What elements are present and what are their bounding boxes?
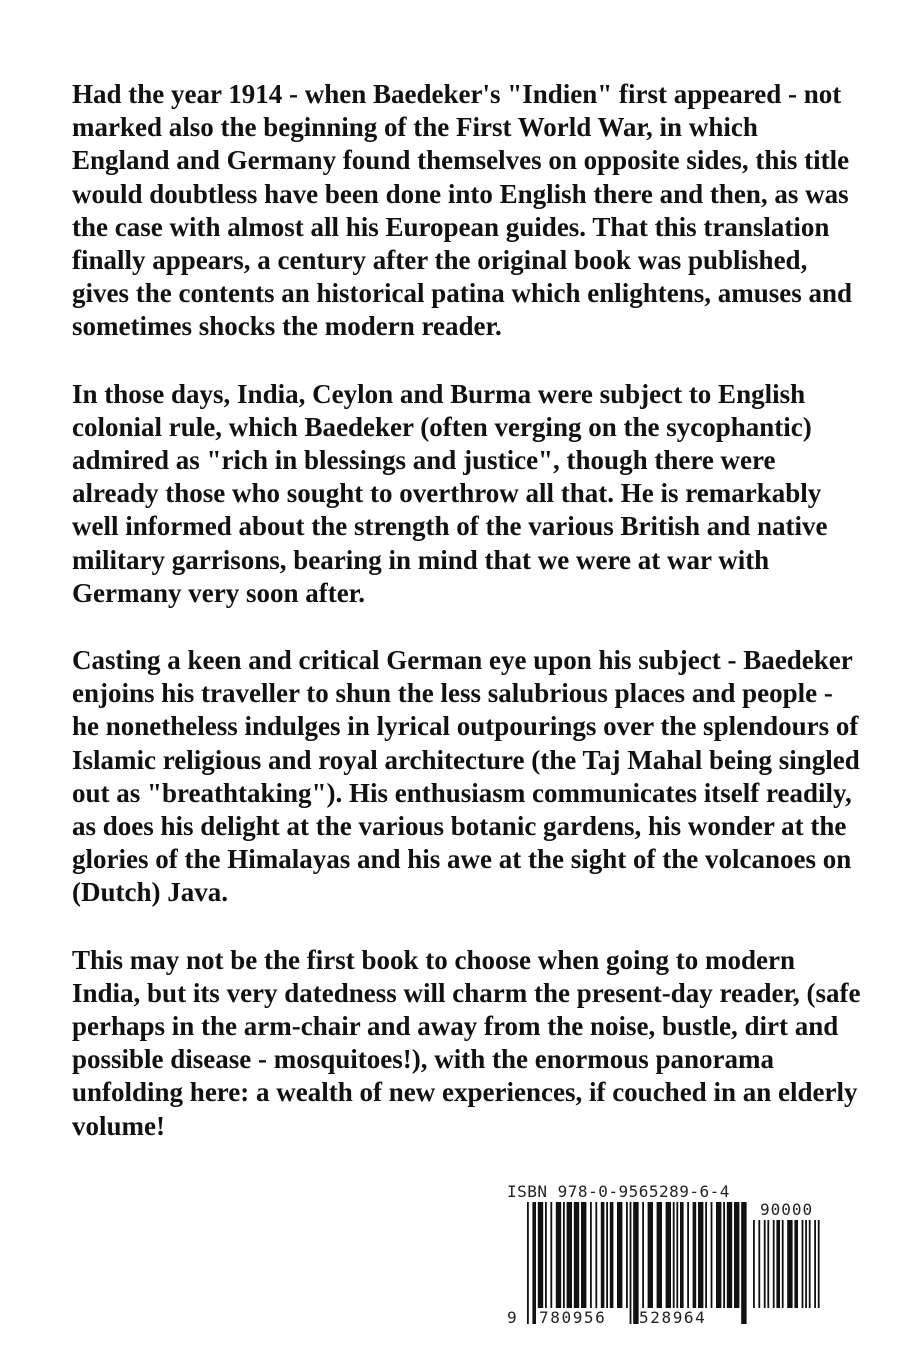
barcode-bar [563,1202,565,1308]
barcode-bar [545,1202,547,1308]
barcode-bar [705,1202,707,1308]
barcode-bar [666,1202,671,1308]
barcode-bar [606,1202,608,1308]
barcode-lead-digit: 9 [507,1308,517,1327]
barcode-bar [601,1202,605,1308]
back-cover-blurb [72,78,862,1177]
price-addon-label: 90000 [760,1200,814,1219]
barcode-bar [723,1202,725,1308]
barcode-bar [693,1202,697,1308]
barcode-bar [776,1220,780,1308]
barcode-bar [753,1220,755,1308]
barcode-bar [805,1220,807,1308]
blurb-paragraph-1: Had the year 1914 - when Baedeker's "Indien" first appeared - not marked also the beginning of the First World War, in which England and Germany found themselves on opposite sides, this title would doubtless have been done into English there and then, as was the case with almost all his European guides. That this translation finally appears, a century after the original book was published, gives the contents an historical patina which enlightens, amuses and sometimes shocks the modern reader. [72,79,853,342]
barcode-bar [767,1220,769,1308]
barcode-bar [610,1202,614,1308]
barcode-bar [698,1202,703,1308]
barcode-bar [590,1202,592,1308]
barcode-bar [642,1202,644,1324]
blurb-paragraph-3: Casting a keen and critical German eye upon his subject - Baedeker enjoins his traveller to shun the less salubrious places and people - he nonetheless indulges in lyrical outpourings over the splendours of Islamic religious and royal architecture (the Taj Mahal being singled out as "breathtaking"). His enthusiasm communicates itself readily, as does his delight at the various botanic gardens, his wonder at the glories of the Himalayas and his awe at the sight of the volcanoes on (Dutch) Java. [72,645,860,908]
barcode-bar [676,1202,678,1308]
barcode-bar [814,1220,816,1308]
barcode-bar [687,1202,689,1308]
barcode-bar [794,1220,798,1308]
barcode-bar [680,1202,684,1308]
barcode-bar [802,1220,804,1308]
barcode-bar [758,1220,760,1308]
barcode-bar [787,1220,792,1308]
isbn-barcode-block [505,1182,835,1332]
barcode-bar [657,1202,662,1308]
barcode-bar [567,1202,572,1308]
barcode-bar [527,1202,529,1324]
isbn-label: ISBN 978-0-9565289-6-4 [507,1182,730,1201]
barcode-bar [617,1202,622,1308]
barcode-bar [595,1202,597,1308]
barcode-bar [630,1202,632,1324]
barcode-bar [818,1220,820,1308]
blurb-paragraph-4: This may not be the first book to choose when going to modern India, but its very datedness will charm the present-day reader, (safe perhaps in the arm-chair and away from the noise, bustle, dirt and possible disease - mosquitoes!), with the enormous panorama unfolding here: a wealth of new experiences, if couched in an elderly volume! [72,944,861,1141]
barcode-bar [581,1202,586,1308]
barcode-bar [734,1202,739,1308]
barcode-bar [727,1202,732,1308]
barcode-bar [633,1202,638,1324]
barcode-bar [764,1220,766,1308]
barcode-bar [716,1202,721,1308]
blurb-paragraph-2: In those days, India, Ceylon and Burma were subject to English colonial rule, which Baedeker (often verging on the sycophantic) admired as "rich in blessings and justice", though there were already those who sought to overthrow all that. He is remarkably well informed about the strength of the various British and native military garrisons, bearing in mind that we were at war with Germany very soon after. [72,378,828,608]
barcode-bar [532,1202,536,1324]
barcode-bar [550,1202,552,1308]
barcode-bar [574,1202,579,1308]
barcode-bar [556,1202,561,1308]
barcode-bar [626,1202,628,1308]
ean5-addon-barcode [753,1220,825,1324]
barcode-bar [782,1220,784,1308]
barcode-bar [538,1202,543,1308]
barcode-bar [648,1202,653,1308]
barcode-left-digits: 780956 [539,1308,607,1327]
barcode-bar [809,1220,811,1308]
barcode-right-digits: 528964 [639,1308,707,1327]
barcode-bar [741,1202,746,1324]
ean13-barcode [527,1202,747,1324]
barcode-bar [673,1202,675,1308]
barcode-bar [711,1202,713,1308]
barcode-bar [773,1220,775,1308]
